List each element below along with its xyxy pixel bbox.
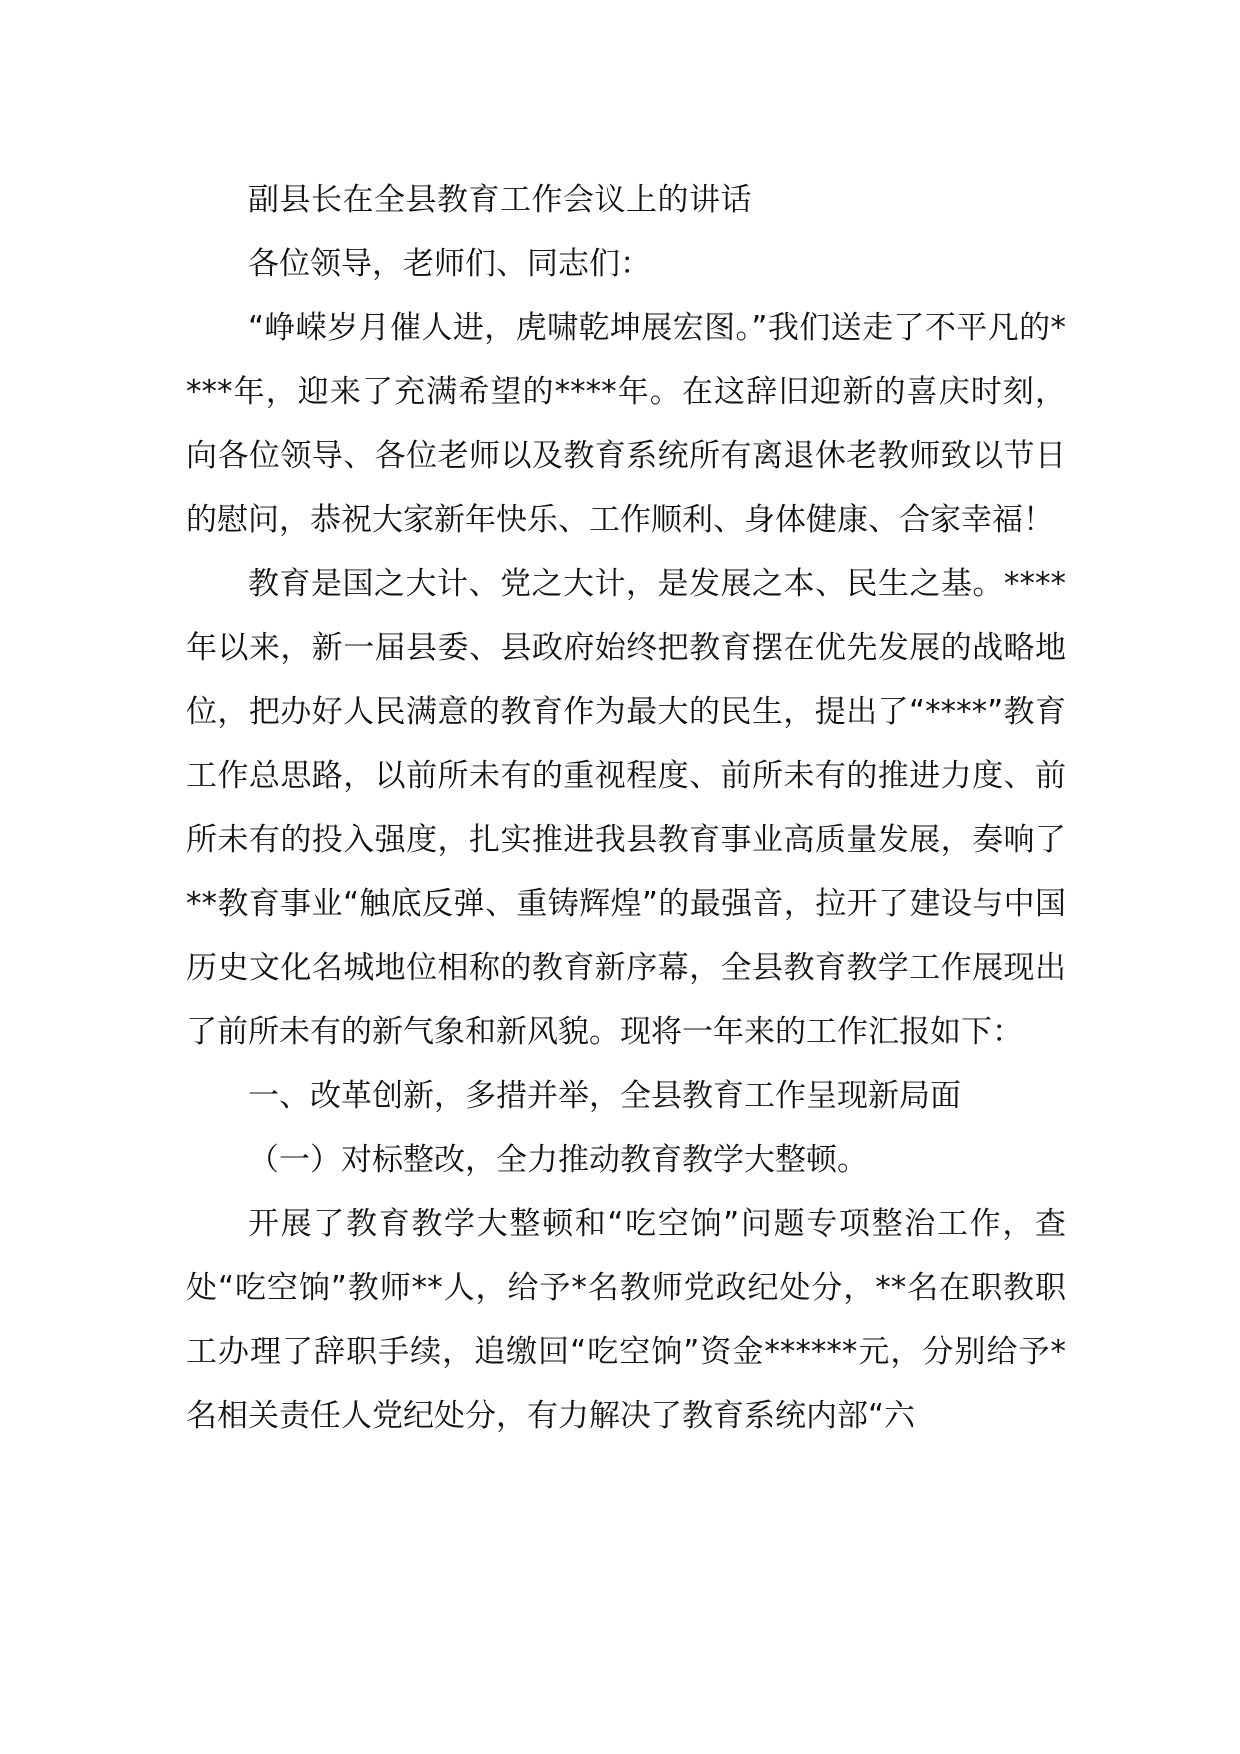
opening-paragraph: “峥嵘岁月催人进，虎啸乾坤展宏图。”我们送走了不平凡的****年，迎来了充满希望的****年。在这辞旧迎新的喜庆时刻，向各位领导、各位老师以及教育系统所有离退休老教师致以节日的慰问，恭祝大家新年快乐、工作顺利、身体健康、合家幸福！ [186, 310, 1066, 538]
overview-paragraph: 教育是国之大计、党之大计，是发展之本、民生之基。****年以来，新一届县委、县政府始终把教育摆在优先发展的战略地位，把办好人民满意的教育作为最大的民生，提出了“****”教育工作总思路，以前所未有的重视程度、前所未有的推进力度、前所未有的投入强度，扎实推进我县教育事业高质量发展，奏响了**教育事业“触底反弹、重铸辉煌”的最强音，拉开了建设与中国历史文化名城地位相称的教育新序幕，全县教育教学工作展现出了前所未有的新气象和新风貌。现将一年来的工作汇报如下： [186, 566, 1066, 1050]
section-heading: 一、改革创新，多措并举，全县教育工作呈现新局面 [248, 1078, 961, 1114]
salutation: 各位领导，老师们、同志们： [248, 246, 651, 282]
body-paragraph: 开展了教育教学大整顿和“吃空饷”问题专项整治工作，查处“吃空饷”教师**人，给予*名教师党政纪处分，**名在职教职工办理了辞职手续，追缴回“吃空饷”资金******元，分别给予*名相关责任人党纪处分，有力解决了教育系统内部“六 [186, 1206, 1066, 1434]
document-title: 副县长在全县教育工作会议上的讲话 [248, 182, 752, 218]
subsection-heading: （一）对标整改，全力推动教育教学大整顿。 [248, 1142, 868, 1178]
document-body [186, 168, 1066, 1448]
